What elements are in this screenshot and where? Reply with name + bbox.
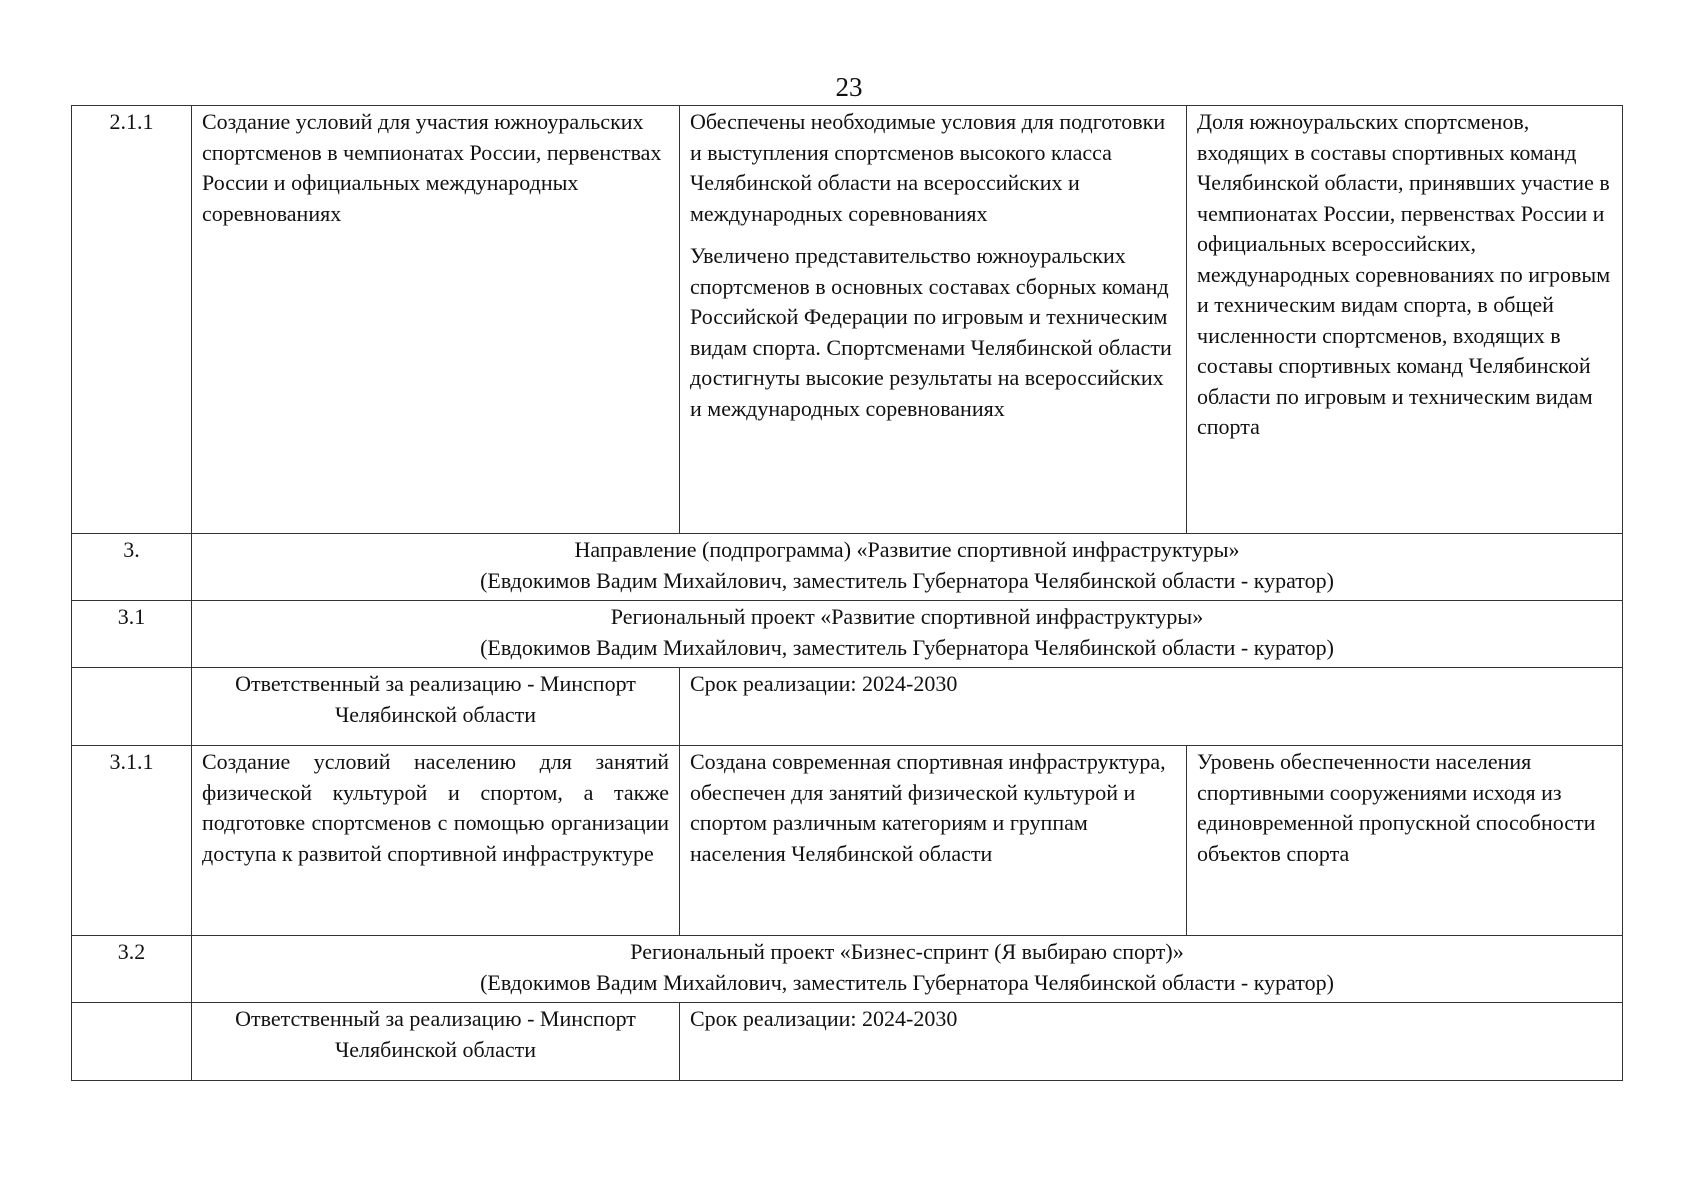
section-curator: (Евдокимов Вадим Михайлович, заместитель Губернатора Челябинской области - куратор) — [480, 969, 1334, 995]
row-number: 2.1.1 — [72, 106, 192, 534]
term-cell: Срок реализации: 2024-2030 — [680, 1003, 1623, 1081]
indicator-cell: Уровень обеспеченности населения спортивными сооружениями исходя из единовременной пропускной способности объектов спорта — [1187, 746, 1623, 936]
responsible-cell: Ответственный за реализацию - Минспорт Челябинской области — [192, 668, 680, 746]
section-title: Региональный проект «Бизнес-спринт (Я выбираю спорт)» — [630, 939, 1184, 964]
effect-text: Увеличено представительство южноуральских спортсменов в основных составах сборных команд Российской Федерации по игровым и техническим видам спорта. Спортсменами Челябинской области достигнуты высокие результаты на всероссийских и международных соревнованиях — [690, 243, 1172, 421]
section-heading — [192, 936, 1623, 1003]
effect-cell: Создана современная спортивная инфраструктура, обеспечен для занятий физической культурой и спортом различным категориям и группам населения Челябинской области — [680, 746, 1187, 936]
program-table — [71, 105, 1623, 1081]
table-row — [72, 601, 1623, 668]
section-title: Направление (подпрограмма) «Развитие спортивной инфраструктуры» — [574, 537, 1240, 562]
term-cell: Срок реализации: 2024-2030 — [680, 668, 1623, 746]
responsible-cell: Ответственный за реализацию - Минспорт Челябинской области — [192, 1003, 680, 1081]
task-cell: Создание условий населению для занятий физической культурой и спортом, а также подготовке спортсменов с помощью организации доступа к развитой спортивной инфраструктуре — [192, 746, 680, 936]
row-number: 3.1 — [72, 601, 192, 668]
row-number: 3.1.1 — [72, 746, 192, 936]
section-curator: (Евдокимов Вадим Михайлович, заместитель Губернатора Челябинской области - куратор) — [480, 567, 1334, 593]
table-row — [72, 746, 1623, 936]
section-heading — [192, 534, 1623, 601]
table-row — [72, 534, 1623, 601]
effect-cell — [680, 106, 1187, 534]
indicator-cell: Доля южноуральских спортсменов, входящих в составы спортивных команд Челябинской области, принявших участие в чемпионатах России, первенствах России и официальных всероссийских, международных соревнованиях по игровым и техническим видам спорта, в общей численности спортсменов, входящих в составы спортивных команд Челябинской области по игровым и техническим видам спорта — [1187, 106, 1623, 534]
section-heading — [192, 601, 1623, 668]
row-number: 3. — [72, 534, 192, 601]
task-cell: Создание условий для участия южноуральских спортсменов в чемпионатах России, первенствах России и официальных международных соревнованиях — [192, 106, 680, 534]
table-row — [72, 106, 1623, 534]
row-number — [72, 1003, 192, 1081]
table-row — [72, 936, 1623, 1003]
effect-text: Обеспечены необходимые условия для подготовки и выступления спортсменов высокого класса Челябинской области на всероссийских и международных соревнованиях — [690, 109, 1166, 226]
table-row — [72, 1003, 1623, 1081]
section-curator: (Евдокимов Вадим Михайлович, заместитель Губернатора Челябинской области - куратор) — [480, 634, 1334, 660]
section-title: Региональный проект «Развитие спортивной инфраструктуры» — [610, 604, 1204, 629]
page-number: 23 — [835, 72, 863, 102]
row-number: 3.2 — [72, 936, 192, 1003]
row-number — [72, 668, 192, 746]
table-row — [72, 668, 1623, 746]
